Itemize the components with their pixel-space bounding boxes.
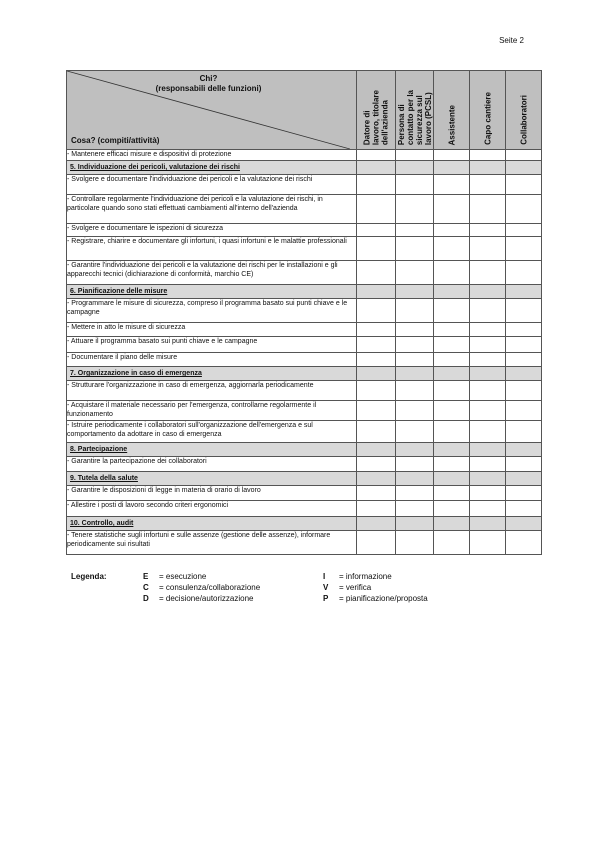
responsibility-cell[interactable] xyxy=(356,237,395,261)
responsibility-cell[interactable] xyxy=(506,261,542,285)
role-label: Assistente xyxy=(447,104,457,145)
responsibility-cell[interactable] xyxy=(470,443,506,457)
matrix-body xyxy=(67,150,542,555)
section-row xyxy=(67,517,542,531)
responsibility-cell[interactable] xyxy=(506,323,542,337)
task-row xyxy=(67,457,542,472)
task-row xyxy=(67,401,542,421)
responsibility-cell[interactable] xyxy=(506,421,542,443)
responsibility-cell[interactable] xyxy=(356,285,395,299)
responsibility-cell[interactable] xyxy=(506,443,542,457)
task-text: - Registrare, chiarire e documentare gli infortuni, i quasi infortuni e le malattie professionali xyxy=(67,237,357,261)
legend-code: E xyxy=(143,572,149,581)
responsibility-cell[interactable] xyxy=(356,443,395,457)
responsibility-cell[interactable] xyxy=(356,175,395,195)
task-row xyxy=(67,299,542,323)
responsibility-cell[interactable] xyxy=(356,224,395,237)
responsibility-cell[interactable] xyxy=(506,486,542,501)
responsibility-cell[interactable] xyxy=(395,285,434,299)
task-row xyxy=(67,195,542,224)
responsibility-cell[interactable] xyxy=(470,224,506,237)
responsibility-cell[interactable] xyxy=(395,457,434,472)
responsibility-cell[interactable] xyxy=(434,323,470,337)
task-text: - Istruire periodicamente i collaboratori sull'organizzazione dell'emergenza e sul comportamento da adottare in caso di emergenza xyxy=(67,421,357,443)
responsibility-cell[interactable] xyxy=(434,472,470,486)
task-row xyxy=(67,150,542,161)
task-text: - Mantenere efficaci misure e dispositivi di protezione xyxy=(67,150,357,161)
responsibility-cell[interactable] xyxy=(356,457,395,472)
responsibility-cell[interactable] xyxy=(356,501,395,517)
responsibility-cell[interactable] xyxy=(356,353,395,367)
task-row xyxy=(67,486,542,501)
responsibility-cell[interactable] xyxy=(395,353,434,367)
responsibility-cell[interactable] xyxy=(434,457,470,472)
legend-column-1 xyxy=(143,571,260,604)
task-row xyxy=(67,381,542,401)
responsibility-cell[interactable] xyxy=(356,486,395,501)
responsibility-cell[interactable] xyxy=(395,323,434,337)
legend-text: = esecuzione xyxy=(159,572,207,581)
legend-code: V xyxy=(323,583,329,592)
responsibility-cell[interactable] xyxy=(470,517,506,531)
legend-column-2 xyxy=(323,571,428,604)
responsibility-cell[interactable] xyxy=(356,261,395,285)
responsibility-cell[interactable] xyxy=(506,195,542,224)
header-row xyxy=(67,71,542,150)
section-row xyxy=(67,161,542,175)
task-text: - Attuare il programma basato sui punti chiave e le campagne xyxy=(67,337,357,353)
section-row xyxy=(67,443,542,457)
responsibility-cell[interactable] xyxy=(434,353,470,367)
responsibility-cell[interactable] xyxy=(470,381,506,401)
responsibility-cell[interactable] xyxy=(356,401,395,421)
legend-text: = pianificazione/proposta xyxy=(339,594,428,603)
task-text: - Garantire l'individuazione dei pericoli e la valutazione dei rischi per le installazioni e gli apparecchi tecnici (dichiarazione di conformità, marchio CE) xyxy=(67,261,357,285)
task-text: - Mettere in atto le misure di sicurezza xyxy=(67,323,357,337)
role-header-pcsl xyxy=(395,71,434,150)
responsibility-cell[interactable] xyxy=(470,195,506,224)
responsibility-cell[interactable] xyxy=(395,421,434,443)
role-header-assistant xyxy=(434,71,470,150)
legend-item xyxy=(323,593,428,604)
responsibility-cell[interactable] xyxy=(395,401,434,421)
responsibility-cell[interactable] xyxy=(470,299,506,323)
responsibility-cell[interactable] xyxy=(434,443,470,457)
task-text: - Documentare il piano delle misure xyxy=(67,353,357,367)
task-row xyxy=(67,224,542,237)
responsibility-cell[interactable] xyxy=(506,531,542,555)
section-row xyxy=(67,367,542,381)
task-row xyxy=(67,531,542,555)
responsibility-cell[interactable] xyxy=(470,486,506,501)
legend-text: = informazione xyxy=(339,572,392,581)
legend-code: I xyxy=(323,572,326,581)
responsibility-matrix xyxy=(66,70,542,555)
responsibility-cell[interactable] xyxy=(470,161,506,175)
responsibility-cell[interactable] xyxy=(356,531,395,555)
legend-code: D xyxy=(143,594,149,603)
responsibility-cell[interactable] xyxy=(506,224,542,237)
responsibility-cell[interactable] xyxy=(356,150,395,161)
responsibility-cell[interactable] xyxy=(356,299,395,323)
task-row xyxy=(67,261,542,285)
section-row xyxy=(67,472,542,486)
responsibility-cell[interactable] xyxy=(506,285,542,299)
legend-item xyxy=(323,571,428,582)
task-row xyxy=(67,501,542,517)
who-subtitle: (responsabili delle funzioni) xyxy=(155,84,262,93)
section-title: 10. Controllo, audit xyxy=(67,517,357,531)
section-title: 8. Partecipazione xyxy=(67,443,357,457)
responsibility-cell[interactable] xyxy=(356,195,395,224)
legend-title: Legenda: xyxy=(71,572,107,581)
responsibility-cell[interactable] xyxy=(434,261,470,285)
responsibility-cell[interactable] xyxy=(506,161,542,175)
task-row xyxy=(67,353,542,367)
task-row xyxy=(67,175,542,195)
responsibility-cell[interactable] xyxy=(395,150,434,161)
responsibility-cell[interactable] xyxy=(395,261,434,285)
responsibility-cell[interactable] xyxy=(434,421,470,443)
section-title: 5. Individuazione dei pericoli, valutazione dei rischi xyxy=(67,161,357,175)
responsibility-cell[interactable] xyxy=(506,501,542,517)
role-label: Capo cantiere xyxy=(483,92,493,145)
responsibility-cell[interactable] xyxy=(506,367,542,381)
responsibility-cell[interactable] xyxy=(395,161,434,175)
responsibility-cell[interactable] xyxy=(470,501,506,517)
responsibility-cell[interactable] xyxy=(434,175,470,195)
responsibility-cell[interactable] xyxy=(470,175,506,195)
responsibility-cell[interactable] xyxy=(434,367,470,381)
task-text: - Garantire le disposizioni di legge in materia di orario di lavoro xyxy=(67,486,357,501)
role-label: Persona di contatto per la sicurezza sul lavoro (PCSL) xyxy=(396,89,433,145)
responsibility-cell[interactable] xyxy=(506,457,542,472)
responsibility-cell[interactable] xyxy=(356,472,395,486)
responsibility-cell[interactable] xyxy=(506,472,542,486)
responsibility-cell[interactable] xyxy=(434,401,470,421)
what-header: Cosa? (compiti/attività) xyxy=(71,136,160,145)
legend-code: P xyxy=(323,594,329,603)
responsibility-cell[interactable] xyxy=(395,443,434,457)
responsibility-cell[interactable] xyxy=(434,285,470,299)
responsibility-cell[interactable] xyxy=(356,517,395,531)
responsibility-cell[interactable] xyxy=(356,337,395,353)
legend-item xyxy=(143,571,260,582)
responsibility-cell[interactable] xyxy=(395,486,434,501)
responsibility-cell[interactable] xyxy=(506,337,542,353)
responsibility-cell[interactable] xyxy=(395,472,434,486)
responsibility-cell[interactable] xyxy=(506,299,542,323)
responsibility-cell[interactable] xyxy=(395,195,434,224)
responsibility-cell[interactable] xyxy=(356,381,395,401)
responsibility-cell[interactable] xyxy=(434,486,470,501)
responsibility-cell[interactable] xyxy=(395,531,434,555)
responsibility-cell[interactable] xyxy=(470,531,506,555)
who-header xyxy=(67,74,350,94)
task-text: - Controllare regolarmente l'individuazione dei pericoli e la valutazione dei rischi, in particolare quando sono stati effettuati cambiamenti all'interno dell'azienda xyxy=(67,195,357,224)
responsibility-cell[interactable] xyxy=(356,367,395,381)
responsibility-cell[interactable] xyxy=(470,261,506,285)
legend-code: C xyxy=(143,583,149,592)
responsibility-cell[interactable] xyxy=(470,401,506,421)
task-row xyxy=(67,323,542,337)
responsibility-cell[interactable] xyxy=(395,175,434,195)
legend-item xyxy=(323,582,428,593)
task-text: - Strutturare l'organizzazione in caso di emergenza, aggiornarla periodicamente xyxy=(67,381,357,401)
task-row xyxy=(67,237,542,261)
responsibility-cell[interactable] xyxy=(470,150,506,161)
responsibility-cell[interactable] xyxy=(395,224,434,237)
responsibility-cell[interactable] xyxy=(470,353,506,367)
section-title: 6. Pianificazione delle misure xyxy=(67,285,357,299)
responsibility-cell[interactable] xyxy=(395,299,434,323)
task-text: - Garantire la partecipazione dei collaboratori xyxy=(67,457,357,472)
responsibility-cell[interactable] xyxy=(506,175,542,195)
responsibility-cell[interactable] xyxy=(470,323,506,337)
task-text: - Svolgere e documentare l'individuazione dei pericoli e la valutazione dei rischi xyxy=(67,175,357,195)
responsibility-cell[interactable] xyxy=(434,237,470,261)
responsibility-cell[interactable] xyxy=(470,472,506,486)
role-label: Datore di lavoro, titolare dell'azienda xyxy=(362,89,390,145)
task-text: - Acquistare il materiale necessario per l'emergenza, controllarne regolarmente il funzionamento xyxy=(67,401,357,421)
responsibility-cell[interactable] xyxy=(506,381,542,401)
responsibility-cell[interactable] xyxy=(434,531,470,555)
responsibility-cell[interactable] xyxy=(434,224,470,237)
role-label: Collaboratori xyxy=(519,95,529,145)
responsibility-cell[interactable] xyxy=(470,457,506,472)
task-text: - Programmare le misure di sicurezza, compreso il programma basato sui punti chiave e le campagne xyxy=(67,299,357,323)
responsibility-cell[interactable] xyxy=(434,195,470,224)
legend-text: = consulenza/collaborazione xyxy=(159,583,261,592)
responsibility-cell[interactable] xyxy=(395,517,434,531)
responsibility-cell[interactable] xyxy=(356,421,395,443)
legend-item xyxy=(143,582,260,593)
section-title: 7. Organizzazione in caso di emergenza xyxy=(67,367,357,381)
responsibility-cell[interactable] xyxy=(470,367,506,381)
task-text: - Allestire i posti di lavoro secondo criteri ergonomici xyxy=(67,501,357,517)
responsibility-cell[interactable] xyxy=(434,299,470,323)
section-row xyxy=(67,285,542,299)
legend-text: = decisione/autorizzazione xyxy=(159,594,254,603)
section-title: 9. Tutela della salute xyxy=(67,472,357,486)
who-title: Chi? xyxy=(199,74,218,83)
corner-header-cell xyxy=(67,71,357,150)
responsibility-cell[interactable] xyxy=(395,237,434,261)
responsibility-cell[interactable] xyxy=(434,381,470,401)
responsibility-cell[interactable] xyxy=(506,353,542,367)
responsibility-cell[interactable] xyxy=(434,337,470,353)
responsibility-cell[interactable] xyxy=(356,323,395,337)
role-header-site-manager xyxy=(470,71,506,150)
responsibility-cell[interactable] xyxy=(506,401,542,421)
responsibility-cell[interactable] xyxy=(470,237,506,261)
responsibility-cell[interactable] xyxy=(506,150,542,161)
legend-item xyxy=(143,593,260,604)
page-number: Seite 2 xyxy=(499,36,524,45)
responsibility-cell[interactable] xyxy=(470,337,506,353)
responsibility-cell[interactable] xyxy=(470,285,506,299)
responsibility-cell[interactable] xyxy=(434,150,470,161)
responsibility-cell[interactable] xyxy=(434,501,470,517)
responsibility-cell[interactable] xyxy=(506,517,542,531)
responsibility-cell[interactable] xyxy=(395,381,434,401)
responsibility-cell[interactable] xyxy=(470,421,506,443)
responsibility-cell[interactable] xyxy=(434,161,470,175)
responsibility-cell[interactable] xyxy=(356,161,395,175)
responsibility-cell[interactable] xyxy=(395,367,434,381)
task-row xyxy=(67,337,542,353)
task-row xyxy=(67,421,542,443)
legend-text: = verifica xyxy=(339,583,372,592)
responsibility-cell[interactable] xyxy=(395,337,434,353)
responsibility-cell[interactable] xyxy=(506,237,542,261)
responsibility-cell[interactable] xyxy=(395,501,434,517)
task-text: - Svolgere e documentare le ispezioni di sicurezza xyxy=(67,224,357,237)
task-text: - Tenere statistiche sugli infortuni e sulle assenze (gestione delle assenze), informare periodicamente sui risultati xyxy=(67,531,357,555)
role-header-employer xyxy=(356,71,395,150)
responsibility-cell[interactable] xyxy=(434,517,470,531)
role-header-collaborators xyxy=(506,71,542,150)
